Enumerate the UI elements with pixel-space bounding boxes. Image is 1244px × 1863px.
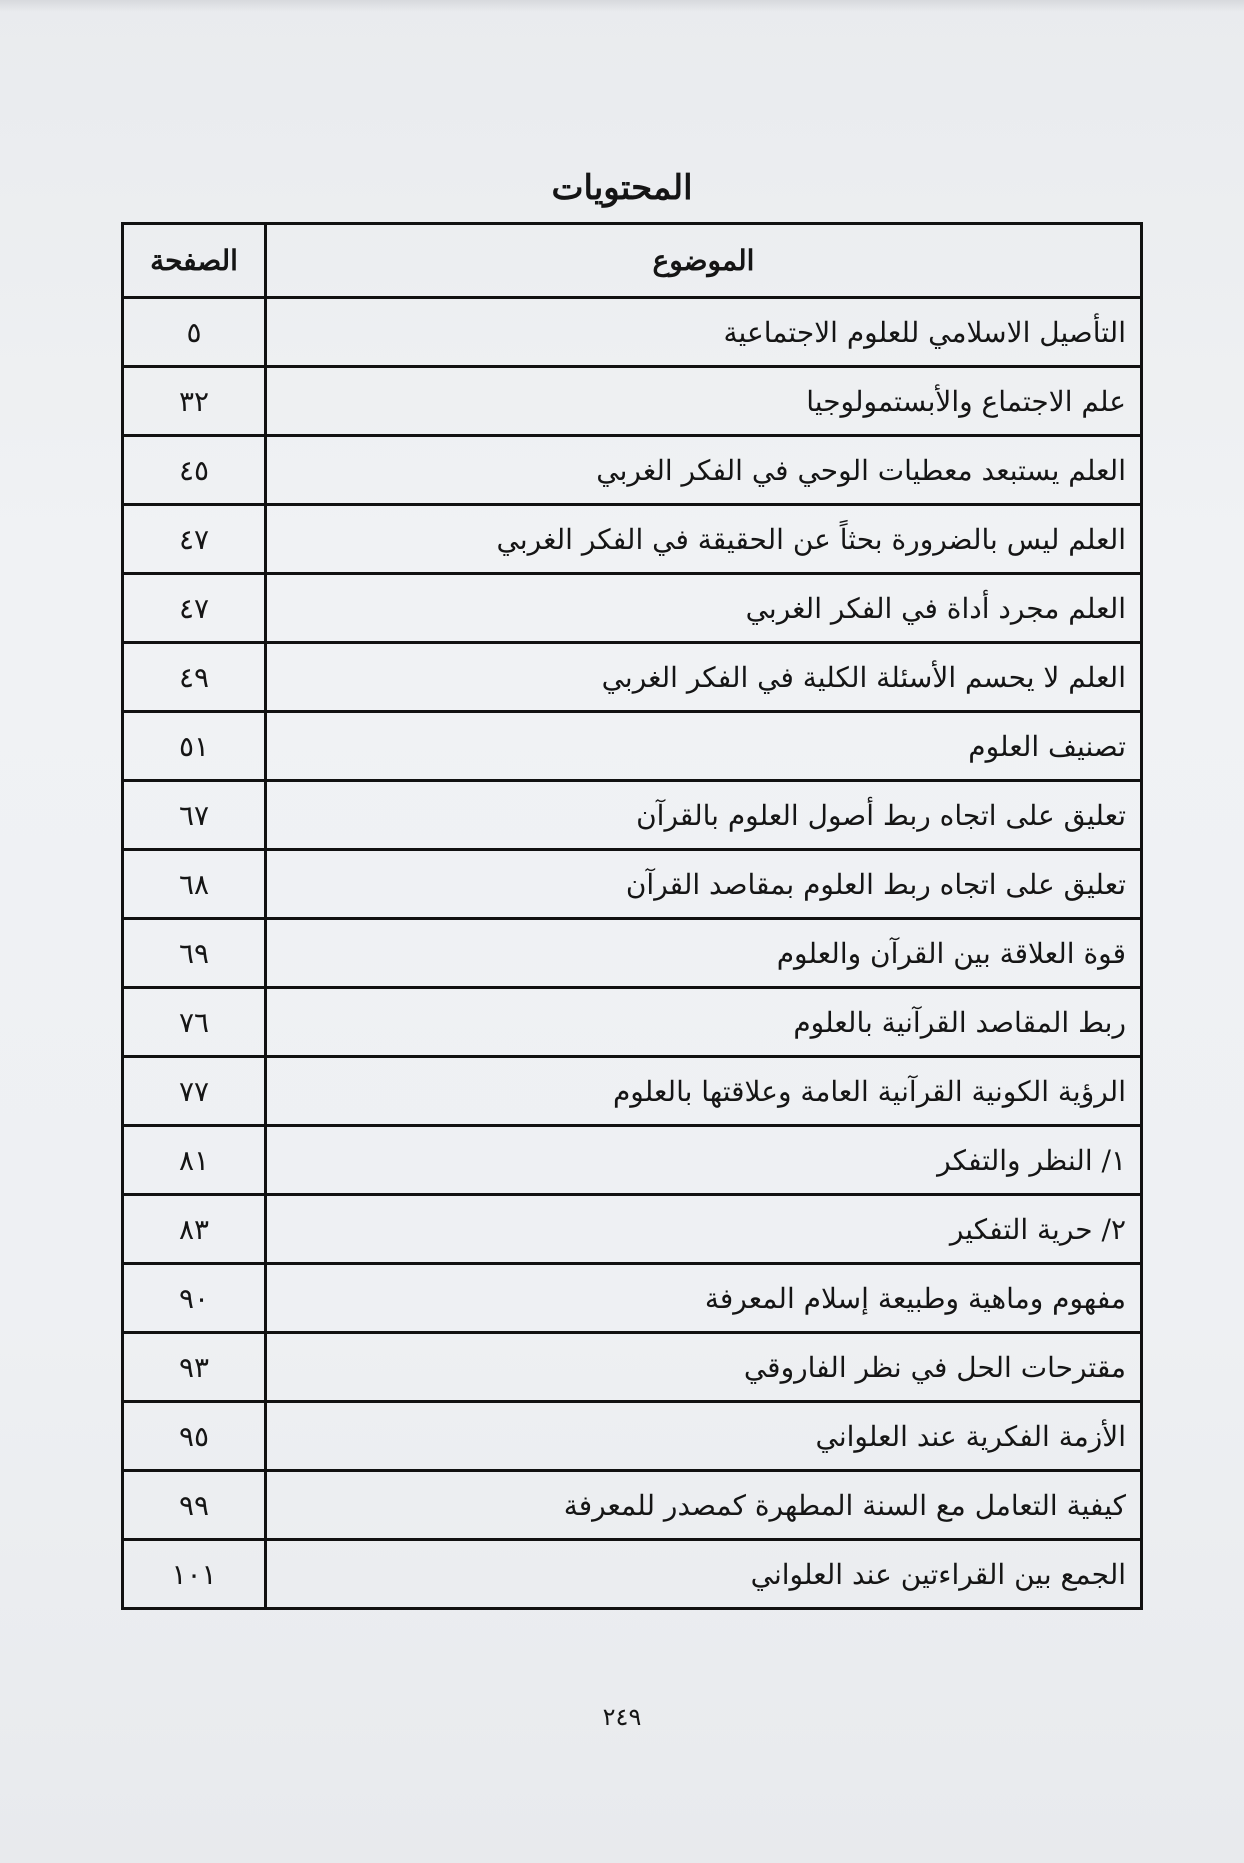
table-header-row <box>123 224 1142 298</box>
toc-page-number: ٤٧ <box>123 505 266 574</box>
table-body <box>123 298 1142 1609</box>
toc-topic: علم الاجتماع والأبستمولوجيا <box>266 367 1142 436</box>
toc-page-number: ٥ <box>123 298 266 367</box>
toc-topic: مقترحات الحل في نظر الفاروقي <box>266 1333 1142 1402</box>
toc-topic: كيفية التعامل مع السنة المطهرة كمصدر للمعرفة <box>266 1471 1142 1540</box>
toc-page-number: ٤٥ <box>123 436 266 505</box>
table-row <box>123 919 1142 988</box>
table-row <box>123 1402 1142 1471</box>
toc-page-number: ٤٩ <box>123 643 266 712</box>
toc-topic: التأصيل الاسلامي للعلوم الاجتماعية <box>266 298 1142 367</box>
toc-page-number: ٨١ <box>123 1126 266 1195</box>
toc-topic: العلم لا يحسم الأسئلة الكلية في الفكر الغربي <box>266 643 1142 712</box>
table-row <box>123 1471 1142 1540</box>
toc-topic: قوة العلاقة بين القرآن والعلوم <box>266 919 1142 988</box>
table-row <box>123 1057 1142 1126</box>
toc-page-number: ١٠١ <box>123 1540 266 1609</box>
table-row <box>123 436 1142 505</box>
table-row <box>123 712 1142 781</box>
page-title: المحتويات <box>551 168 693 208</box>
toc-page-number: ٩٥ <box>123 1402 266 1471</box>
toc-topic: العلم مجرد أداة في الفكر الغربي <box>266 574 1142 643</box>
toc-page-number: ٦٧ <box>123 781 266 850</box>
toc-page-number: ٦٩ <box>123 919 266 988</box>
toc-page-number: ٩٩ <box>123 1471 266 1540</box>
toc-page-number: ٧٦ <box>123 988 266 1057</box>
toc-topic: تعليق على اتجاه ربط العلوم بمقاصد القرآن <box>266 850 1142 919</box>
table-row <box>123 574 1142 643</box>
contents-table <box>121 222 1143 1610</box>
table-row <box>123 850 1142 919</box>
toc-topic: مفهوم وماهية وطبيعة إسلام المعرفة <box>266 1264 1142 1333</box>
toc-page-number: ٣٢ <box>123 367 266 436</box>
toc-topic: العلم يستبعد معطيات الوحي في الفكر الغربي <box>266 436 1142 505</box>
toc-page-number: ٥١ <box>123 712 266 781</box>
toc-topic: ربط المقاصد القرآنية بالعلوم <box>266 988 1142 1057</box>
page-top-edge <box>0 0 1244 12</box>
table-row <box>123 1264 1142 1333</box>
table-row <box>123 1126 1142 1195</box>
toc-topic: الأزمة الفكرية عند العلواني <box>266 1402 1142 1471</box>
toc-topic: العلم ليس بالضرورة بحثاً عن الحقيقة في الفكر الغربي <box>266 505 1142 574</box>
toc-topic: ١/ النظر والتفكر <box>266 1126 1142 1195</box>
toc-topic: تعليق على اتجاه ربط أصول العلوم بالقرآن <box>266 781 1142 850</box>
footer-page-number: ٢٤٩ <box>602 1703 642 1731</box>
header-page: الصفحة <box>123 224 266 298</box>
toc-page-number: ٩٠ <box>123 1264 266 1333</box>
toc-topic: الجمع بين القراءتين عند العلواني <box>266 1540 1142 1609</box>
table-row <box>123 1333 1142 1402</box>
toc-page-number: ٦٨ <box>123 850 266 919</box>
table-row <box>123 988 1142 1057</box>
toc-page-number: ٩٣ <box>123 1333 266 1402</box>
table-row <box>123 643 1142 712</box>
table-row <box>123 1195 1142 1264</box>
table-row <box>123 781 1142 850</box>
table-row <box>123 367 1142 436</box>
toc-page-number: ٤٧ <box>123 574 266 643</box>
toc-page-number: ٨٣ <box>123 1195 266 1264</box>
table-row <box>123 505 1142 574</box>
toc-topic: الرؤية الكونية القرآنية العامة وعلاقتها بالعلوم <box>266 1057 1142 1126</box>
table-row <box>123 298 1142 367</box>
toc-topic: ٢/ حرية التفكير <box>266 1195 1142 1264</box>
header-topic: الموضوع <box>266 224 1142 298</box>
toc-topic: تصنيف العلوم <box>266 712 1142 781</box>
toc-page-number: ٧٧ <box>123 1057 266 1126</box>
table-row <box>123 1540 1142 1609</box>
